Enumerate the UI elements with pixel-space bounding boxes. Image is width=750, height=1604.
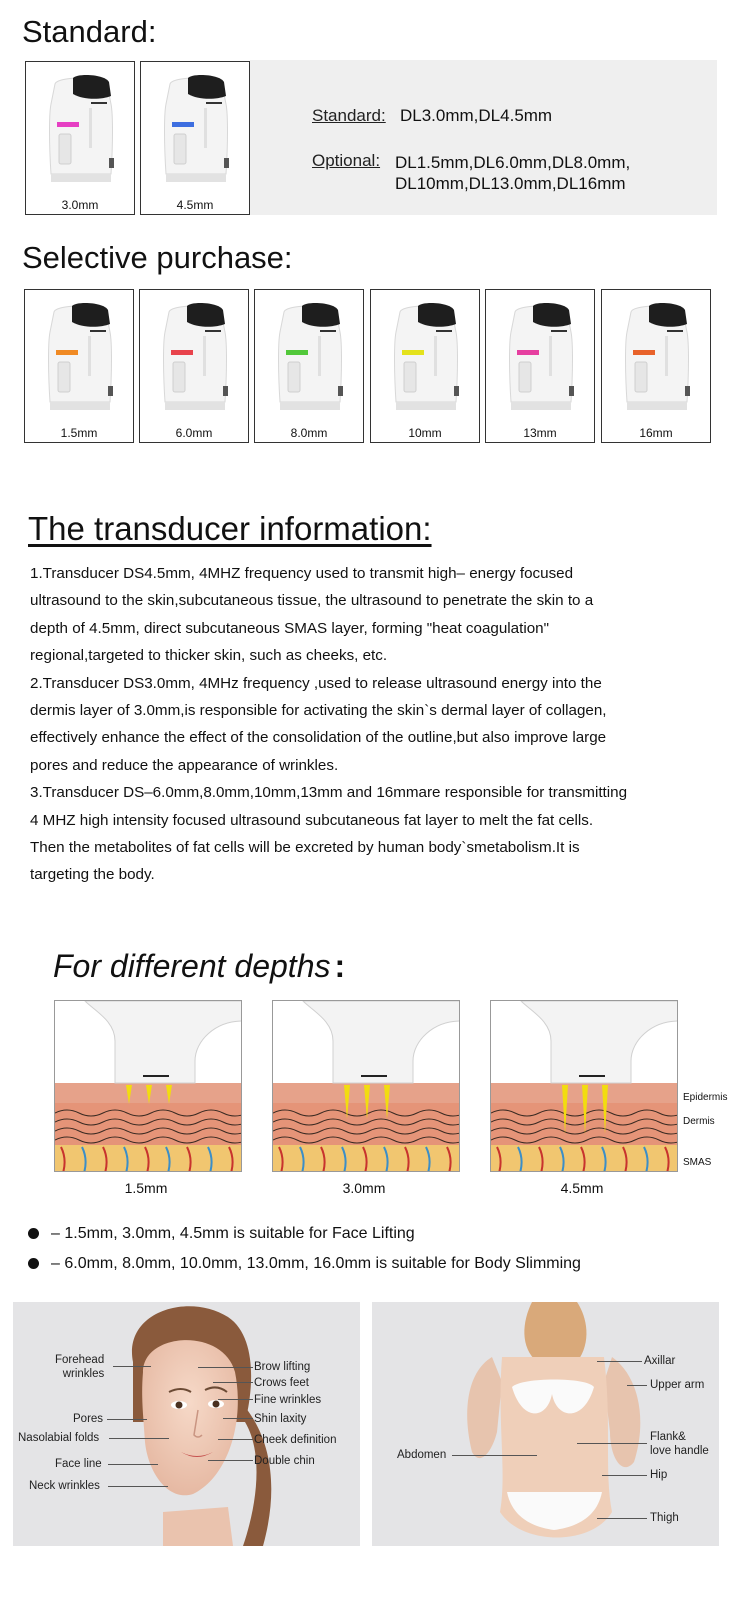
leader-face-line xyxy=(108,1464,158,1465)
label-abdomen: Abdomen xyxy=(397,1449,447,1461)
label-neck-wrinkles: Neck wrinkles xyxy=(29,1480,100,1492)
layer-label-dermis: Dermis xyxy=(683,1116,715,1127)
cartridge-size-label: 16mm xyxy=(639,426,673,440)
optional-value-line1: DL1.5mm,DL6.0mm,DL8.0mm, xyxy=(395,153,631,172)
face-illustration xyxy=(13,1302,360,1546)
cartridge-device-icon xyxy=(503,302,577,414)
standard-key: Standard: xyxy=(312,106,386,125)
leader-pores xyxy=(107,1419,147,1420)
leader-chin xyxy=(208,1460,253,1461)
depths-heading xyxy=(53,948,345,985)
depth-panel-0 xyxy=(54,1000,242,1172)
depth-diagram xyxy=(491,1001,678,1172)
cartridge-device-icon xyxy=(43,74,117,186)
bullet-dot xyxy=(28,1258,39,1269)
leader-thigh xyxy=(597,1518,647,1519)
transducer-line: dermis layer of 3.0mm,is responsible for activating the skin`s dermal layer of collagen, xyxy=(30,702,607,720)
transducer-line: 1.Transducer DS4.5mm, 4MHZ frequency used to transmit high– energy focused xyxy=(30,565,574,582)
standard-cartridge-1 xyxy=(140,61,250,215)
label-hip: Hip xyxy=(650,1469,668,1481)
cartridge-size-label: 6.0mm xyxy=(175,426,213,440)
transducer-line: 3.Transducer DS–6.0mm,8.0mm,10mm,13mm and 16mmare responsible for transmitting xyxy=(30,784,628,802)
leader-fine xyxy=(218,1399,253,1400)
transducer-line: targeting the body. xyxy=(30,866,155,884)
leader-neck xyxy=(108,1486,168,1487)
transducer-line: depth of 4.5mm, direct subcutaneous SMAS layer, forming "heat coagulation" xyxy=(30,619,550,637)
selective-cartridge-5 xyxy=(601,289,711,443)
cartridge-size-label: 4.5mm xyxy=(176,198,214,212)
cartridge-device-icon xyxy=(619,302,693,414)
selective-cartridge-2 xyxy=(254,289,364,443)
cartridge-size-label: 3.0mm xyxy=(61,198,99,212)
leader-hip xyxy=(602,1475,647,1476)
label-axillar: Axillar xyxy=(644,1355,676,1367)
label-pores: Pores xyxy=(73,1413,104,1425)
bullet-text: – 6.0mm, 8.0mm, 10.0mm, 13.0mm, 16.0mm is suitable for Body Slimming xyxy=(51,1255,581,1272)
depths-heading-colon: : xyxy=(334,948,346,984)
leader-upper-arm xyxy=(627,1385,647,1386)
depth-diagram xyxy=(55,1001,242,1172)
depth-panel-1 xyxy=(272,1000,460,1172)
leader-flank xyxy=(577,1443,647,1444)
bullet-body-slimming xyxy=(28,1255,581,1273)
selective-heading: Selective purchase: xyxy=(22,240,293,275)
transducer-text xyxy=(30,560,720,889)
transducer-line: regional,targeted to thicker skin, such as cheeks, etc. xyxy=(30,647,388,665)
layer-label-smas: SMAS xyxy=(683,1157,712,1168)
leader-cheek xyxy=(218,1439,253,1440)
standard-cartridge-0 xyxy=(25,61,135,215)
transducer-heading: The transducer information: xyxy=(28,510,432,547)
label-face-line: Face line xyxy=(55,1458,102,1470)
optional-key: Optional: xyxy=(312,151,381,170)
standard-spec-panel xyxy=(250,60,717,215)
body-panel xyxy=(372,1302,719,1546)
cartridge-device-icon xyxy=(272,302,346,414)
leader-shin xyxy=(223,1418,253,1419)
depths-heading-text: For different depths xyxy=(53,948,331,984)
transducer-line: 4 MHZ high intensity focused ultrasound subcutaneous fat layer to melt the fat cells. xyxy=(30,811,594,829)
standard-value: DL3.0mm,DL4.5mm xyxy=(400,106,553,125)
leader-brow xyxy=(198,1367,253,1368)
label-cheek-definition: Cheek definition xyxy=(254,1434,337,1446)
cartridge-device-icon xyxy=(157,302,231,414)
face-panel xyxy=(13,1302,360,1546)
leader-forehead xyxy=(113,1366,151,1367)
label-fine-wrinkles: Fine wrinkles xyxy=(254,1394,322,1406)
bullet-text: – 1.5mm, 3.0mm, 4.5mm is suitable for Face Lifting xyxy=(51,1225,415,1242)
label-crows-feet: Crows feet xyxy=(254,1377,309,1389)
label-brow-lifting: Brow lifting xyxy=(254,1361,311,1373)
cartridge-device-icon xyxy=(388,302,462,414)
depth-diagram xyxy=(273,1001,460,1172)
bullet-face-lifting xyxy=(28,1225,415,1243)
selective-cartridge-1 xyxy=(139,289,249,443)
leader-abdomen xyxy=(452,1455,537,1456)
depth-panel-2 xyxy=(490,1000,678,1172)
transducer-line: pores and reduce the appearance of wrinkles. xyxy=(30,756,339,774)
transducer-line: Then the metabolites of fat cells will be excreted by human body`smetabolism.It is xyxy=(30,839,580,857)
transducer-line: effectively enhance the effect of the consolidation of the outline,but also improve large xyxy=(30,729,607,747)
selective-cartridge-3 xyxy=(370,289,480,443)
depth-caption: 1.5mm xyxy=(124,1180,168,1196)
leader-nasolabial xyxy=(109,1438,169,1439)
selective-cartridge-0 xyxy=(24,289,134,443)
cartridge-device-icon xyxy=(42,302,116,414)
selective-cartridge-4 xyxy=(485,289,595,443)
label-upper-arm: Upper arm xyxy=(650,1379,705,1391)
label-flank: Flank& love handle xyxy=(650,1431,709,1457)
transducer-line: ultrasound to the skin,subcutaneous tissue, the ultrasound to penetrate the skin to a xyxy=(30,592,594,610)
layer-label-epidermis: Epidermis xyxy=(683,1092,728,1103)
standard-heading: Standard: xyxy=(22,14,157,49)
transducer-line: 2.Transducer DS3.0mm, 4MHz frequency ,used to release ultrasound energy into the xyxy=(30,674,602,692)
depth-caption: 3.0mm xyxy=(342,1180,386,1196)
depth-caption: 4.5mm xyxy=(560,1180,604,1196)
optional-value-line2: DL10mm,DL13.0mm,DL16mm xyxy=(395,174,626,193)
label-thigh: Thigh xyxy=(650,1512,679,1524)
label-forehead-wrinkles: Forehead wrinkles xyxy=(55,1354,105,1380)
label-nasolabial: Nasolabial folds xyxy=(18,1432,100,1444)
cartridge-size-label: 8.0mm xyxy=(290,426,328,440)
label-shin-laxity: Shin laxity xyxy=(254,1413,307,1425)
leader-axillar xyxy=(597,1361,642,1362)
cartridge-size-label: 13mm xyxy=(523,426,557,440)
cartridge-device-icon xyxy=(158,74,232,186)
body-illustration xyxy=(372,1302,719,1546)
leader-crows xyxy=(213,1382,253,1383)
cartridge-size-label: 10mm xyxy=(408,426,442,440)
label-double-chin: Double chin xyxy=(254,1455,315,1467)
bullet-dot xyxy=(28,1228,39,1239)
cartridge-size-label: 1.5mm xyxy=(60,426,98,440)
